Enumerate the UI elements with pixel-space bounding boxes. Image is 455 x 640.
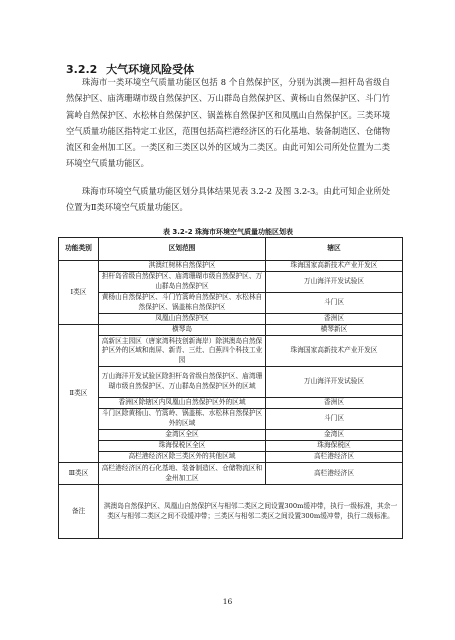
scope-cell: 横琴岛	[99, 325, 266, 336]
table-row	[59, 336, 403, 367]
jurisdiction-cell: 万山海洋开发试验区	[266, 367, 403, 398]
paragraph-zones-intro: 珠海市一类环境空气质量功能区包括 8 个自然保护区，分别为淇澳—担杆岛省级自然保护区、庙湾珊瑚市级自然保护区、万山群岛自然保护区、黄杨山自然保护区、斗门竹篙岭自然保护区、水松林自然保护区、锅盖栋自然保护区和凤凰山自然保护区。三类环境空气质量功能区指特定工业区，范围包括高栏港经济区的石化基地、装备制造区、仓储物流区和金州加工区。一类区和三类区以外的区域为二类区。由此可知公司所处位置为二类环境空气质量功能区。	[66, 77, 390, 169]
scope-cell: 高新区主园区（唐家湾科技创新海岸）除淇澳岛自然保护区外的区域和南屏、新青、三灶、白蕉四个科技工业园	[99, 336, 266, 367]
table-header-row	[59, 238, 403, 261]
scope-cell: 香洲区除辖区内凤凰山自然保护区外的区域	[99, 398, 266, 409]
page-number: 16	[222, 597, 233, 606]
header-jurisdiction: 辖区	[266, 238, 403, 261]
remarks-label: 备注	[59, 485, 99, 539]
table-row	[59, 367, 403, 398]
table-row	[59, 409, 403, 430]
jurisdiction-cell: 珠海保税区	[266, 441, 403, 452]
scope-cell: 高栏港经济区除三类区外的其他区域	[99, 452, 266, 463]
header-scope: 区划范围	[99, 238, 266, 261]
jurisdiction-cell: 横琴新区	[266, 325, 403, 336]
remarks-text: 淇澳岛自然保护区、凤凰山自然保护区与相邻二类区之间设置300m缓冲带，执行一级标准，其余一类区与相邻二类区之间不设缓冲带；三类区与相邻二类区之间设置300m缓冲带，执行二级标准。	[99, 485, 403, 539]
jurisdiction-cell: 香洲区	[266, 314, 403, 325]
scope-cell: 万山海洋开发试验区除担杆岛省级自然保护区、庙湾珊瑚市级自然保护区、万山群岛自然保护区外的区域	[99, 367, 266, 398]
table-row	[59, 441, 403, 452]
jurisdiction-cell: 珠海国家高新技术产业开发区	[266, 336, 403, 367]
jurisdiction-cell: 金湾区	[266, 430, 403, 441]
jurisdiction-cell: 珠海国家高新技术产业开发区	[266, 261, 403, 272]
table-caption: 表 3.2-2 珠海市环境空气质量功能区划表	[162, 228, 294, 236]
scope-cell: 金湾区全区	[99, 430, 266, 441]
table-row	[59, 463, 403, 485]
section-number: 3.2.2	[66, 63, 98, 76]
scope-cell: 凤凰山自然保护区	[99, 314, 266, 325]
section-title: 大气环境风险受体	[106, 63, 195, 76]
jurisdiction-cell: 香洲区	[266, 398, 403, 409]
category-cell: Ⅰ类区	[59, 261, 99, 325]
table-row	[59, 325, 403, 336]
category-cell: Ⅱ类区	[59, 325, 99, 463]
jurisdiction-cell: 万山海洋开发试验区	[266, 272, 403, 293]
table-row	[59, 293, 403, 314]
table-row	[59, 314, 403, 325]
jurisdiction-cell: 高栏港经济区	[266, 452, 403, 463]
header-category: 功能类别	[59, 238, 99, 261]
scope-cell: 珠海保税区全区	[99, 441, 266, 452]
jurisdiction-cell: 斗门区	[266, 409, 403, 430]
jurisdiction-cell: 斗门区	[266, 293, 403, 314]
category-cell: Ⅲ类区	[59, 463, 99, 485]
table-row	[59, 452, 403, 463]
scope-cell: 黄杨山自然保护区、斗门竹篙岭自然保护区、水松林自然保护区、锅盖栋自然保护区	[99, 293, 266, 314]
scope-cell: 斗门区除黄杨山、竹篙岭、锅盖栋、水松林自然保护区外的区域	[99, 409, 266, 430]
scope-cell: 担杆岛省级自然保护区、庙湾珊瑚市级自然保护区、万山群岛自然保护区	[99, 272, 266, 293]
remarks-row	[59, 485, 403, 539]
table-row	[59, 261, 403, 272]
air-quality-zone-table	[58, 237, 403, 539]
table-row	[59, 398, 403, 409]
table-row	[59, 272, 403, 293]
paragraph-zone-result: 珠海市环境空气质量功能区划分具体结果见表 3.2-2 及图 3.2-3。由此可知企业所处位置为Ⅱ类环境空气质量功能区。	[66, 186, 390, 213]
scope-cell: 淇澳红树林自然保护区	[99, 261, 266, 272]
scope-cell: 高栏港经济区的石化基地、装备制造区、仓储物流区和金州加工区	[99, 463, 266, 485]
jurisdiction-cell: 高栏港经济区	[266, 463, 403, 485]
table-row	[59, 430, 403, 441]
